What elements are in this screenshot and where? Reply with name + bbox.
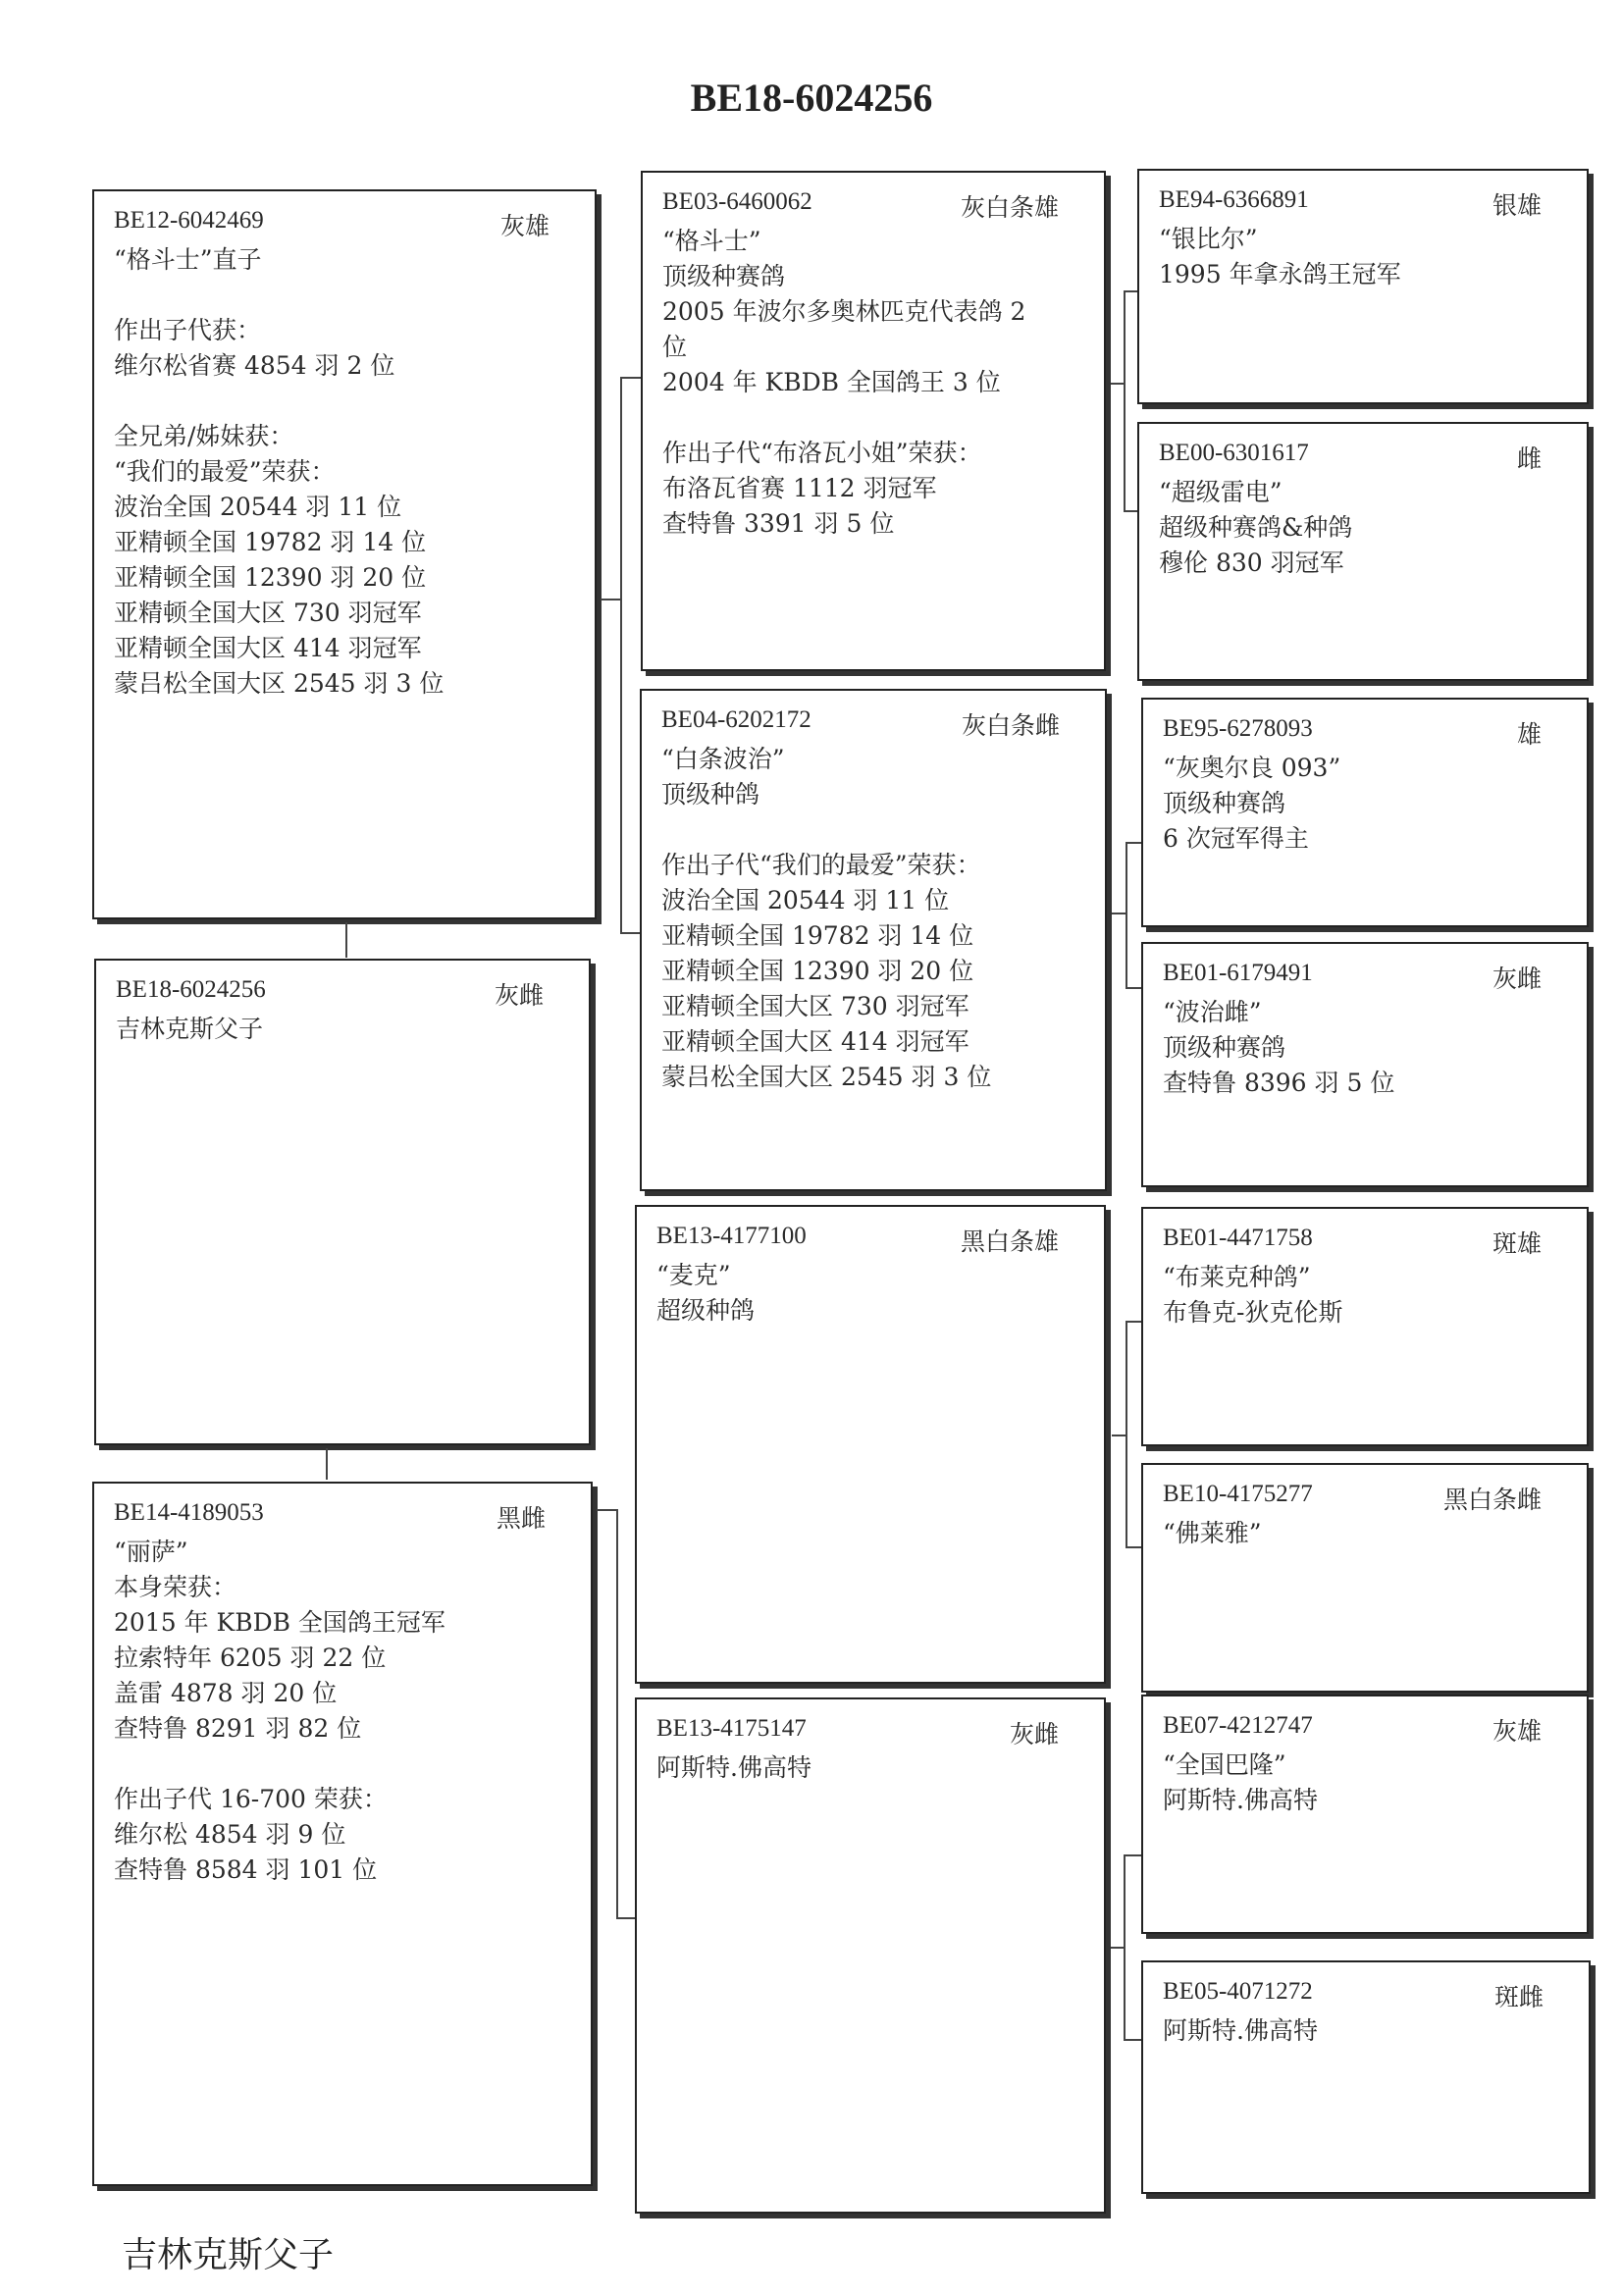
info-line [114, 384, 579, 419]
info-line: 作出子代“我们的最爱”荣获： [661, 851, 981, 879]
connector-ss-out [1111, 383, 1125, 385]
connector-dsd-in [1126, 1546, 1141, 1548]
pedigree-box-dam-dam-dam [1141, 1960, 1591, 2194]
bird-info [1163, 995, 1571, 1101]
info-line: 阿斯特.佛高特 [1163, 2016, 1318, 2045]
box-header [642, 691, 1105, 740]
info-line: 盖雷 4878 羽 20 位 [114, 1679, 338, 1707]
bird-info [114, 242, 579, 702]
bird-info [1163, 1516, 1571, 1551]
box-header [1139, 171, 1587, 220]
info-line [662, 400, 1088, 436]
connector-sire-out [601, 599, 622, 600]
ring-number: BE13-4175147 [656, 1715, 807, 1742]
ring-number: BE04-6202172 [661, 706, 812, 733]
connector-ss-in [620, 377, 641, 379]
info-line: 1995 年拿永鸽王冠军 [1159, 260, 1401, 288]
info-line: 超级种赛鸽&种鸽 [1159, 513, 1353, 542]
info-line: “超级雷电” [1159, 478, 1283, 506]
ring-number: BE12-6042469 [114, 207, 264, 234]
info-line: “银比尔” [1159, 225, 1258, 253]
info-line: 全兄弟/姊妹获： [114, 422, 294, 450]
info-line: 亚精顿全国大区 730 羽冠军 [114, 599, 422, 627]
info-line: 查特鲁 8396 羽 5 位 [1163, 1069, 1395, 1097]
color-sex: 灰雄 [1492, 1717, 1542, 1746]
ring-number: BE00-6301617 [1159, 440, 1309, 466]
info-line: “麦克” [656, 1261, 731, 1289]
info-line: 波治全国 20544 羽 11 位 [114, 493, 402, 521]
bird-info [662, 224, 1088, 542]
connector-ss-bracket [1124, 290, 1126, 512]
pedigree-box-sire [92, 189, 597, 919]
pedigree-box-dam-dam-sire [1141, 1695, 1589, 1934]
color-sex: 黑雌 [496, 1504, 546, 1533]
color-sex: 灰雌 [494, 981, 544, 1010]
info-line: 2005 年波尔多奥林匹克代表鸽 2 [662, 297, 1026, 326]
info-line: 亚精顿全国 12390 羽 20 位 [114, 563, 427, 592]
info-line: 亚精顿全国 19782 羽 14 位 [114, 528, 427, 556]
info-line: 顶级种赛鸽 [662, 262, 786, 290]
pedigree-box-sire-sire-dam [1137, 422, 1589, 681]
pedigree-box-dam-sire-dam [1141, 1463, 1589, 1693]
connector-dd-in [616, 1917, 635, 1919]
info-line: 拉索特年 6205 羽 22 位 [114, 1644, 387, 1672]
connector-sire-bracket [620, 377, 622, 934]
info-line: 布鲁克-狄克伦斯 [1163, 1298, 1343, 1327]
info-line: “全国巴隆” [1163, 1750, 1286, 1779]
bird-info [1163, 1748, 1571, 1818]
info-line: 维尔松 4854 羽 9 位 [114, 1820, 346, 1849]
connector-sd-bracket [1126, 842, 1127, 989]
info-line: 作出子代 16-700 荣获： [114, 1785, 388, 1813]
info-line: “布莱克种鸽” [1163, 1263, 1311, 1291]
info-line: 亚精顿全国 12390 羽 20 位 [661, 957, 974, 985]
info-line: 阿斯特.佛高特 [1163, 1786, 1318, 1814]
pedigree-box-sire-sire [641, 171, 1106, 671]
info-line: “格斗士”直子 [114, 245, 262, 274]
pedigree-box-subject [94, 959, 591, 1445]
color-sex: 斑雄 [1492, 1229, 1542, 1258]
pedigree-box-sire-dam-sire [1141, 698, 1589, 927]
ring-number: BE14-4189053 [114, 1499, 264, 1526]
color-sex: 雄 [1516, 720, 1542, 749]
connector-sire-subject [345, 922, 347, 958]
info-line: 蒙吕松全国大区 2545 羽 3 位 [661, 1063, 992, 1091]
ring-number: BE05-4071272 [1163, 1978, 1313, 2005]
box-header [1143, 1209, 1587, 1258]
info-line: “白条波治” [661, 745, 785, 773]
color-sex: 灰雌 [1009, 1720, 1059, 1748]
pedigree-box-sire-dam [640, 689, 1107, 1191]
bird-info [1163, 751, 1571, 857]
bird-info [1163, 2013, 1573, 2049]
color-sex: 黑白条雌 [1442, 1486, 1542, 1514]
info-line [114, 278, 579, 313]
info-line: “灰奥尔良 093” [1163, 754, 1341, 782]
info-line [661, 812, 1089, 848]
color-sex: 斑雌 [1493, 1983, 1544, 2011]
box-header [94, 1484, 591, 1533]
breeder-footer: 吉林克斯父子 [122, 2235, 335, 2275]
info-line: 吉林克斯父子 [116, 1015, 264, 1043]
info-line: “波治雌” [1163, 998, 1262, 1026]
info-line: 顶级种赛鸽 [1163, 789, 1286, 817]
bird-info [661, 742, 1089, 1095]
info-line: 查特鲁 8584 羽 101 位 [114, 1855, 378, 1884]
info-line: 亚精顿全国 19782 羽 14 位 [661, 921, 974, 950]
color-sex: 黑白条雄 [960, 1227, 1059, 1256]
color-sex: 灰白条雌 [961, 711, 1060, 740]
info-line: 波治全国 20544 羽 11 位 [661, 886, 950, 914]
connector-dd-out [1111, 1947, 1125, 1949]
info-line: 本身荣获： [114, 1573, 237, 1601]
info-line [114, 1747, 575, 1782]
color-sex: 雌 [1516, 444, 1542, 473]
ring-number: BE95-6278093 [1163, 715, 1313, 742]
pedigree-box-dam-sire-sire [1141, 1207, 1589, 1446]
info-line: “丽萨” [114, 1538, 188, 1566]
ring-number: BE03-6460062 [662, 188, 812, 215]
connector-sd-out [1112, 913, 1126, 914]
ring-number: BE01-4471758 [1163, 1225, 1313, 1251]
info-line: 布洛瓦省赛 1112 羽冠军 [662, 474, 937, 502]
pedigree-box-dam-dam [635, 1697, 1106, 2214]
info-line: 作出子代“布洛瓦小姐”荣获： [662, 439, 982, 467]
box-header [643, 173, 1104, 222]
info-line: 顶级种赛鸽 [1163, 1033, 1286, 1062]
connector-dds-in [1124, 1854, 1141, 1856]
connector-subject-dam [326, 1448, 328, 1480]
info-line: 阿斯特.佛高特 [656, 1753, 812, 1782]
info-line: 穆伦 830 羽冠军 [1159, 548, 1344, 577]
connector-dam-bracket [616, 1509, 618, 1919]
box-header [1143, 1696, 1587, 1746]
color-sex: 灰雌 [1492, 965, 1542, 993]
bird-info [114, 1535, 575, 1888]
connector-sdd-in [1126, 987, 1141, 989]
color-sex: 银雄 [1492, 191, 1542, 220]
box-header [637, 1699, 1104, 1748]
box-header [94, 191, 595, 240]
connector-sds-in [1126, 842, 1141, 844]
connector-ssd-in [1124, 510, 1137, 512]
info-line: “佛莱雅” [1163, 1519, 1262, 1547]
info-line: 蒙吕松全国大区 2545 羽 3 位 [114, 669, 445, 698]
info-line: “格斗士” [662, 227, 761, 255]
bird-info [1159, 475, 1571, 581]
info-line: 顶级种鸽 [661, 780, 760, 809]
box-header [1143, 1465, 1587, 1514]
info-line: 位 [662, 333, 688, 361]
box-header [1143, 700, 1587, 749]
connector-ddd-in [1124, 2039, 1141, 2041]
info-line: 6 次冠军得主 [1163, 824, 1309, 853]
color-sex: 灰白条雄 [960, 193, 1059, 222]
ring-number: BE13-4177100 [656, 1223, 807, 1249]
info-line: 2004 年 KBDB 全国鸽王 3 位 [662, 368, 1001, 396]
color-sex: 灰雄 [499, 212, 550, 240]
ring-number: BE07-4212747 [1163, 1712, 1313, 1739]
bird-info [1159, 222, 1571, 292]
ring-number: BE18-6024256 [116, 976, 266, 1003]
ring-number: BE10-4175277 [1163, 1481, 1313, 1507]
bird-info [656, 1750, 1088, 1786]
info-line: 作出子代获： [114, 316, 262, 344]
box-header [1143, 1962, 1589, 2011]
info-line: 亚精顿全国大区 730 羽冠军 [661, 992, 969, 1020]
box-header [637, 1207, 1104, 1256]
info-line: 亚精顿全国大区 414 羽冠军 [661, 1027, 969, 1056]
box-header [1143, 944, 1587, 993]
pedigree-box-sire-sire-sire [1137, 169, 1589, 404]
ring-number: BE01-6179491 [1163, 960, 1313, 986]
connector-sss-in [1124, 290, 1137, 292]
pedigree-box-dam [92, 1482, 593, 2186]
connector-dam-out [597, 1509, 618, 1511]
connector-sd-in [620, 932, 640, 934]
box-header [1139, 424, 1587, 473]
bird-info [116, 1012, 573, 1047]
info-line: 查特鲁 3391 羽 5 位 [662, 509, 895, 538]
info-line: 亚精顿全国大区 414 羽冠军 [114, 634, 422, 662]
info-line: 超级种鸽 [656, 1296, 756, 1325]
bird-info [656, 1258, 1088, 1329]
box-header [96, 961, 589, 1010]
bird-info [1163, 1260, 1571, 1331]
info-line: 维尔松省赛 4854 羽 2 位 [114, 351, 395, 380]
ring-number: BE94-6366891 [1159, 186, 1309, 213]
page-title: BE18-6024256 [690, 76, 933, 120]
connector-dss-in [1126, 1321, 1141, 1323]
pedigree-box-sire-dam-dam [1141, 942, 1589, 1187]
pedigree-box-dam-sire [635, 1205, 1106, 1684]
connector-ds-out [1112, 1435, 1126, 1436]
info-line: 查特鲁 8291 羽 82 位 [114, 1714, 362, 1743]
info-line: 2015 年 KBDB 全国鸽王冠军 [114, 1608, 445, 1637]
info-line: “我们的最爱”荣获： [114, 457, 336, 486]
